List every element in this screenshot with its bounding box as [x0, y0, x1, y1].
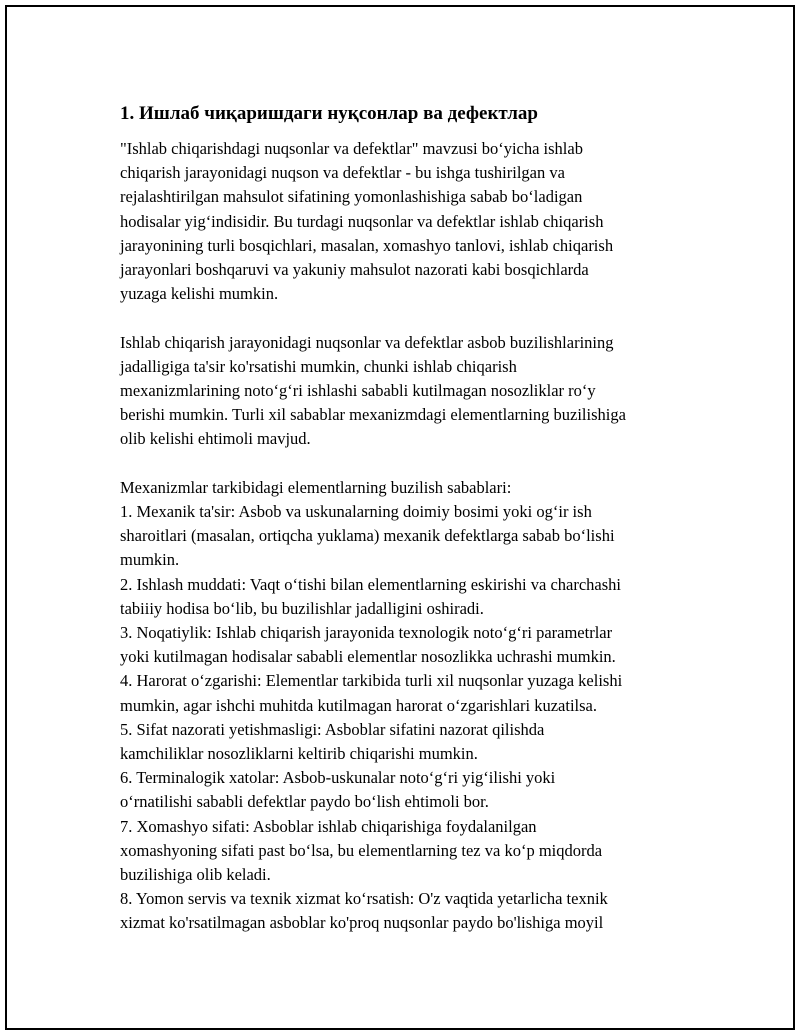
- paragraph-impact: [120, 331, 710, 452]
- document-body: [120, 101, 710, 936]
- text-line: Ishlab chiqarish jarayonidagi nuqsonlar va defektlar asbob buzilishlarining: [120, 332, 614, 352]
- text-line: 3. Noqatiylik: Ishlab chiqarish jarayonida texnologik notoʻgʻri parametrlar: [120, 623, 613, 643]
- text-line: hodisalar yigʻindisidir. Bu turdagi nuqsonlar va defektlar ishlab chiqarish: [120, 211, 604, 231]
- text-line: xomashyoning sifati past boʻlsa, bu elementlarning tez va koʻp miqdorda: [120, 840, 603, 860]
- paragraph-gap: [120, 452, 710, 476]
- text-line: olib kelishi ehtimoli mavjud.: [120, 429, 311, 449]
- text-line: mexanizmlarining notoʻgʻri ishlashi sababli kutilmagan nosozliklar roʻy: [120, 381, 596, 401]
- text-line: 7. Xomashyo sifati: Asboblar ishlab chiqarishiga foydalanilgan: [120, 816, 537, 836]
- text-line: 4. Harorat oʻzgarishi: Elementlar tarkibida turli xil nuqsonlar yuzaga kelishi: [120, 671, 623, 691]
- text-line: xizmat ko'rsatilmagan asboblar ko'proq nuqsonlar paydo bo'lishiga moyil: [120, 913, 604, 933]
- text-line: 5. Sifat nazorati yetishmasligi: Asboblar sifatini nazorat qilishda: [120, 719, 545, 739]
- text-line: jarayonlari boshqaruvi va yakuniy mahsulot nazorati kabi bosqichlarda: [120, 260, 589, 280]
- text-line: buzilishiga olib keladi.: [120, 865, 271, 885]
- text-line: jadalligiga ta'sir ko'rsatishi mumkin, chunki ishlab chiqarish: [120, 356, 517, 376]
- text-line: kamchiliklar nosozliklarni keltirib chiqarishi mumkin.: [120, 744, 478, 764]
- text-line: rejalashtirilgan mahsulot sifatining yomonlashishiga sabab boʻladigan: [120, 187, 583, 207]
- text-line: 2. Ishlash muddati: Vaqt oʻtishi bilan elementlarning eskirishi va charchashi: [120, 574, 622, 594]
- text-line: sharoitlari (masalan, ortiqcha yuklama) mexanik defektlarga sabab boʻlishi: [120, 526, 615, 546]
- text-line: 6. Terminalogik xatolar: Asbob-uskunalar notoʻgʻri yigʻilishi yoki: [120, 768, 556, 788]
- text-line: chiqarish jarayonidagi nuqson va defektlar - bu ishga tushirilgan va: [120, 163, 565, 183]
- paragraph-gap: [120, 306, 710, 330]
- paragraph-causes-list: [120, 476, 710, 936]
- section-heading: 1. Ишлаб чиқаришдаги нуқсонлар ва дефектлар: [120, 103, 538, 124]
- text-line: "Ishlab chiqarishdagi nuqsonlar va defektlar" mavzusi boʻyicha ishlab: [120, 139, 583, 158]
- page-frame: [5, 5, 795, 1030]
- text-line: berishi mumkin. Turli xil sabablar mexanizmdagi elementlarning buzilishiga: [120, 405, 626, 425]
- text-line: yuzaga kelishi mumkin.: [120, 284, 279, 304]
- paragraph-intro: [120, 137, 710, 306]
- text-line: 1. Mexanik ta'sir: Asbob va uskunalarning doimiy bosimi yoki ogʻir ish: [120, 502, 592, 522]
- text-line: yoki kutilmagan hodisalar sababli elementlar nosozlikka uchrashi mumkin.: [120, 647, 616, 667]
- text-line: oʻrnatilishi sababli defektlar paydo boʻlish ehtimoli bor.: [120, 792, 489, 812]
- text-line: tabiiiy hodisa boʻlib, bu buzilishlar jadalligini oshiradi.: [120, 598, 484, 618]
- text-line: mumkin.: [120, 550, 180, 570]
- text-line: mumkin, agar ishchi muhitda kutilmagan harorat oʻzgarishlari kuzatilsa.: [120, 695, 597, 715]
- text-line: Mexanizmlar tarkibidagi elementlarning buzilish sabablari:: [120, 477, 512, 497]
- text-line: 8. Yomon servis va texnik xizmat koʻrsatish: O'z vaqtida yetarlicha texnik: [120, 889, 608, 909]
- text-line: jarayonining turli bosqichlari, masalan, xomashyo tanlovi, ishlab chiqarish: [120, 235, 614, 255]
